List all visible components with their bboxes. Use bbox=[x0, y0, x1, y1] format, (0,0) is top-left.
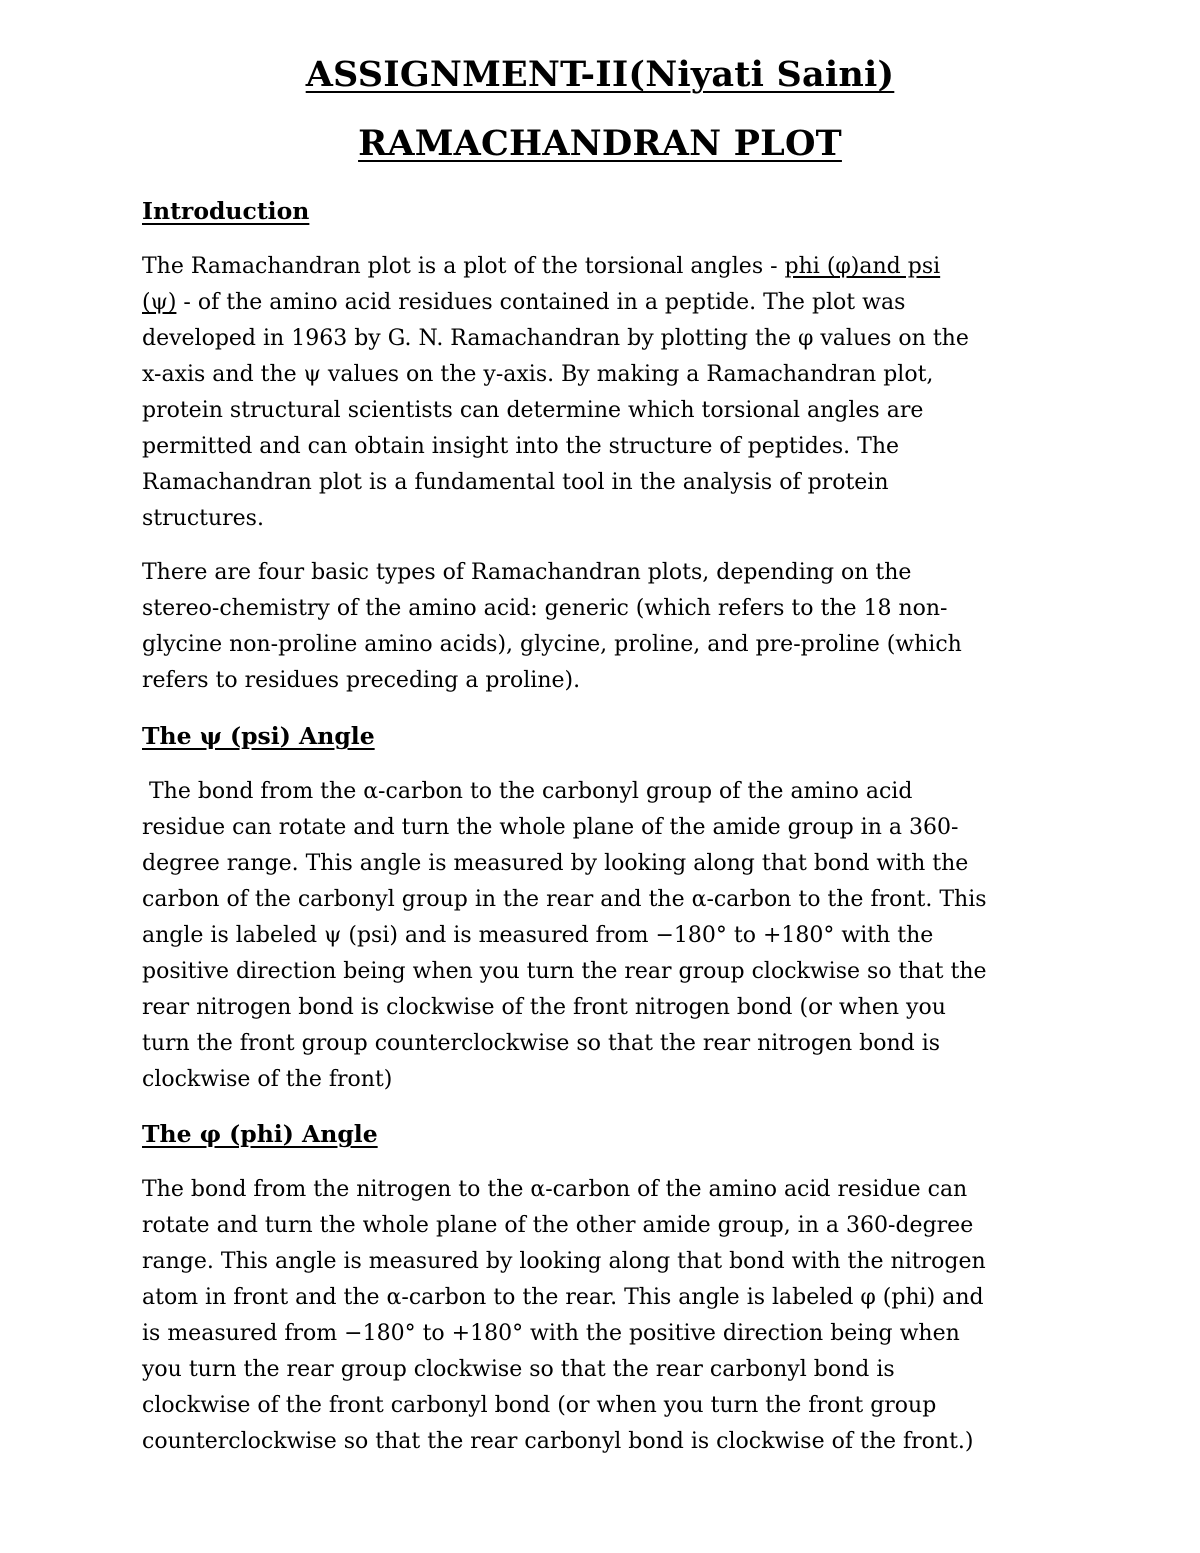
text-line: There are four basic types of Ramachandran plots, depending on the bbox=[142, 560, 912, 585]
text-line: you turn the rear group clockwise so that the rear carbonyl bond is bbox=[142, 1357, 895, 1382]
text-run: The Ramachandran plot is a plot of the torsional angles - bbox=[142, 254, 785, 279]
text-line bbox=[142, 249, 1072, 285]
text-line: Ramachandran plot is a fundamental tool in the analysis of protein bbox=[142, 470, 889, 495]
text-line: positive direction being when you turn the rear group clockwise so that the bbox=[142, 959, 987, 984]
text-line: clockwise of the front carbonyl bond (or when you turn the front group bbox=[142, 1393, 937, 1418]
text-line: structures. bbox=[142, 506, 264, 531]
page-title: RAMACHANDRAN PLOT bbox=[358, 123, 842, 164]
text-line: x-axis and the ψ values on the y-axis. By making a Ramachandran plot, bbox=[142, 362, 934, 387]
text-line: counterclockwise so that the rear carbonyl bond is clockwise of the front.) bbox=[142, 1429, 974, 1454]
text-line: protein structural scientists can determine which torsional angles are bbox=[142, 398, 924, 423]
text-line: rear nitrogen bond is clockwise of the front nitrogen bond (or when you bbox=[142, 995, 946, 1020]
text-line: angle is labeled ψ (psi) and is measured from −180° to +180° with the bbox=[142, 923, 934, 948]
underlined-term: phi (φ)and psi bbox=[784, 254, 941, 279]
text-line: degree range. This angle is measured by looking along that bond with the bbox=[142, 851, 969, 876]
text-line: atom in front and the α-carbon to the rear. This angle is labeled φ (phi) and bbox=[142, 1285, 984, 1310]
text-line: glycine non-proline amino acids), glycine, proline, and pre-proline (which bbox=[142, 632, 962, 657]
phi-angle-heading: The φ (phi) Angle bbox=[142, 1120, 378, 1148]
introduction-paragraph-2 bbox=[142, 555, 1072, 699]
introduction-heading: Introduction bbox=[142, 197, 310, 225]
text-line: range. This angle is measured by looking along that bond with the nitrogen bbox=[142, 1249, 986, 1274]
text-line: stereo-chemistry of the amino acid: generic (which refers to the 18 non- bbox=[142, 596, 948, 621]
text-line: clockwise of the front) bbox=[142, 1067, 393, 1092]
text-line: refers to residues preceding a proline). bbox=[142, 668, 581, 693]
text-line: permitted and can obtain insight into the structure of peptides. The bbox=[142, 434, 900, 459]
psi-angle-paragraph bbox=[142, 774, 1072, 1098]
text-run: - of the amino acid residues contained in a peptide. The plot was bbox=[176, 290, 906, 315]
text-line: turn the front group counterclockwise so that the rear nitrogen bond is bbox=[142, 1031, 941, 1056]
text-line: rotate and turn the whole plane of the other amide group, in a 360-degree bbox=[142, 1213, 974, 1238]
introduction-paragraph-1 bbox=[142, 249, 1072, 537]
underlined-term: (ψ) bbox=[142, 290, 177, 315]
text-line: The bond from the α-carbon to the carbonyl group of the amino acid bbox=[142, 779, 913, 804]
text-line: carbon of the carbonyl group in the rear and the α-carbon to the front. This bbox=[142, 887, 987, 912]
text-line: residue can rotate and turn the whole plane of the amide group in a 360- bbox=[142, 815, 959, 840]
text-line: is measured from −180° to +180° with the positive direction being when bbox=[142, 1321, 960, 1346]
phi-angle-paragraph bbox=[142, 1172, 1072, 1460]
text-line: The bond from the nitrogen to the α-carbon of the amino acid residue can bbox=[142, 1177, 968, 1202]
assignment-title: ASSIGNMENT-II(Niyati Saini) bbox=[305, 54, 895, 95]
text-line: developed in 1963 by G. N. Ramachandran by plotting the φ values on the bbox=[142, 326, 969, 351]
text-line bbox=[142, 285, 1072, 321]
psi-angle-heading: The ψ (psi) Angle bbox=[142, 722, 375, 750]
